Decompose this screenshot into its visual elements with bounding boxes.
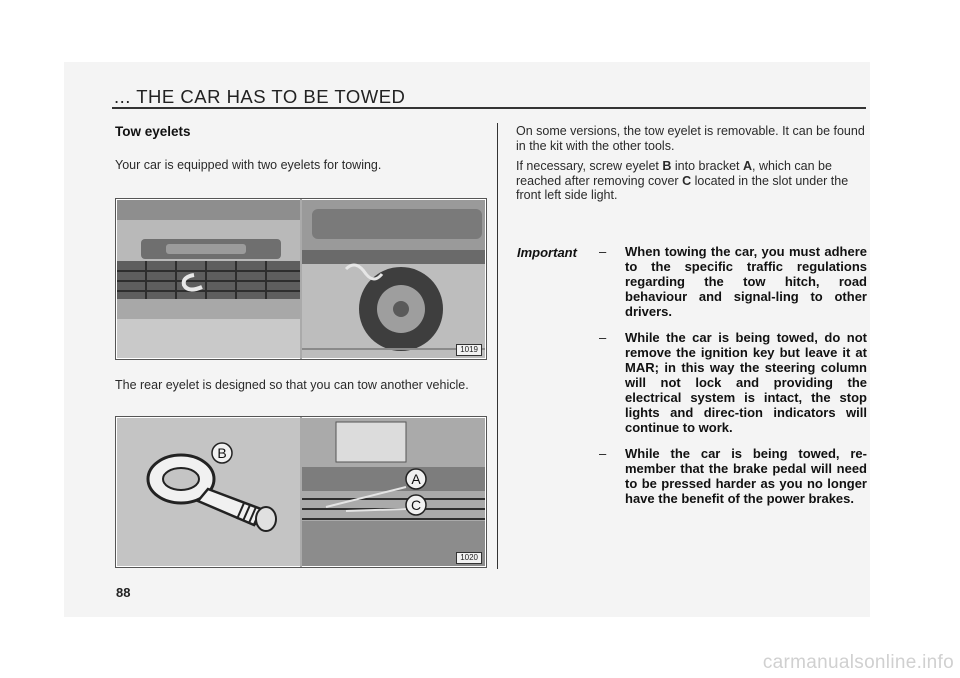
text-run: into bracket bbox=[674, 159, 740, 173]
label-c: C bbox=[682, 173, 692, 188]
text-run: located in the slot under the front left side light. bbox=[516, 173, 849, 202]
site-watermark: carmanualsonline.info bbox=[762, 652, 954, 673]
intro-text: Your car is equipped with two eyelets for towing. bbox=[115, 158, 382, 172]
warning-text: While the car is being towed, do not remove the ignition key but leave it at MAR; in this way the steering column will not lock and providing the electrical system is intact, the stop lights and direc-tion indicators will continue to work. bbox=[625, 330, 867, 435]
callout-b: B bbox=[217, 445, 227, 461]
figure-number: 1020 bbox=[456, 552, 482, 564]
page-title: ... THE CAR HAS TO BE TOWED bbox=[114, 86, 406, 107]
text-run: If necessary, screw eyelet bbox=[516, 159, 659, 173]
warning-item bbox=[599, 330, 867, 435]
dash: – bbox=[599, 244, 607, 259]
warning-list bbox=[599, 244, 867, 517]
figure-1020-illustration bbox=[116, 417, 486, 567]
figure-1019 bbox=[115, 198, 487, 360]
label-a: A bbox=[743, 159, 753, 173]
warning-text: While the car is being towed, re-member that the brake pedal will need to be pressed harder as you no longer have the benefit of the power brakes. bbox=[625, 446, 867, 506]
warning-item bbox=[599, 446, 867, 506]
dash: – bbox=[599, 330, 607, 345]
dash: – bbox=[599, 446, 607, 461]
important-label: Important bbox=[517, 245, 577, 260]
column-divider bbox=[497, 123, 498, 569]
page-number: 88 bbox=[116, 585, 131, 600]
rear-eyelet-text: The rear eyelet is designed so that you can tow another vehicle. bbox=[115, 378, 469, 392]
text-run: , which can be reached after removing cover bbox=[516, 159, 832, 188]
figure-1019-illustration bbox=[116, 199, 486, 359]
callout-a: A bbox=[411, 471, 421, 487]
figure-1020 bbox=[115, 416, 487, 568]
header-rule bbox=[112, 107, 866, 109]
figure-number: 1019 bbox=[456, 344, 482, 356]
warning-item bbox=[599, 244, 867, 319]
removable-eyelet-text: On some versions, the tow eyelet is removable. It can be found in the kit with the other tools. bbox=[516, 124, 865, 153]
callout-c: C bbox=[410, 497, 422, 513]
section-heading: Tow eyelets bbox=[115, 124, 191, 139]
screw-eyelet-text bbox=[516, 159, 866, 203]
warning-text: When towing the car, you must adhere to the specific traffic regulations regarding the tow hitch, road behaviour and signal-ling to other drivers. bbox=[625, 244, 867, 319]
label-b: B bbox=[662, 159, 672, 173]
